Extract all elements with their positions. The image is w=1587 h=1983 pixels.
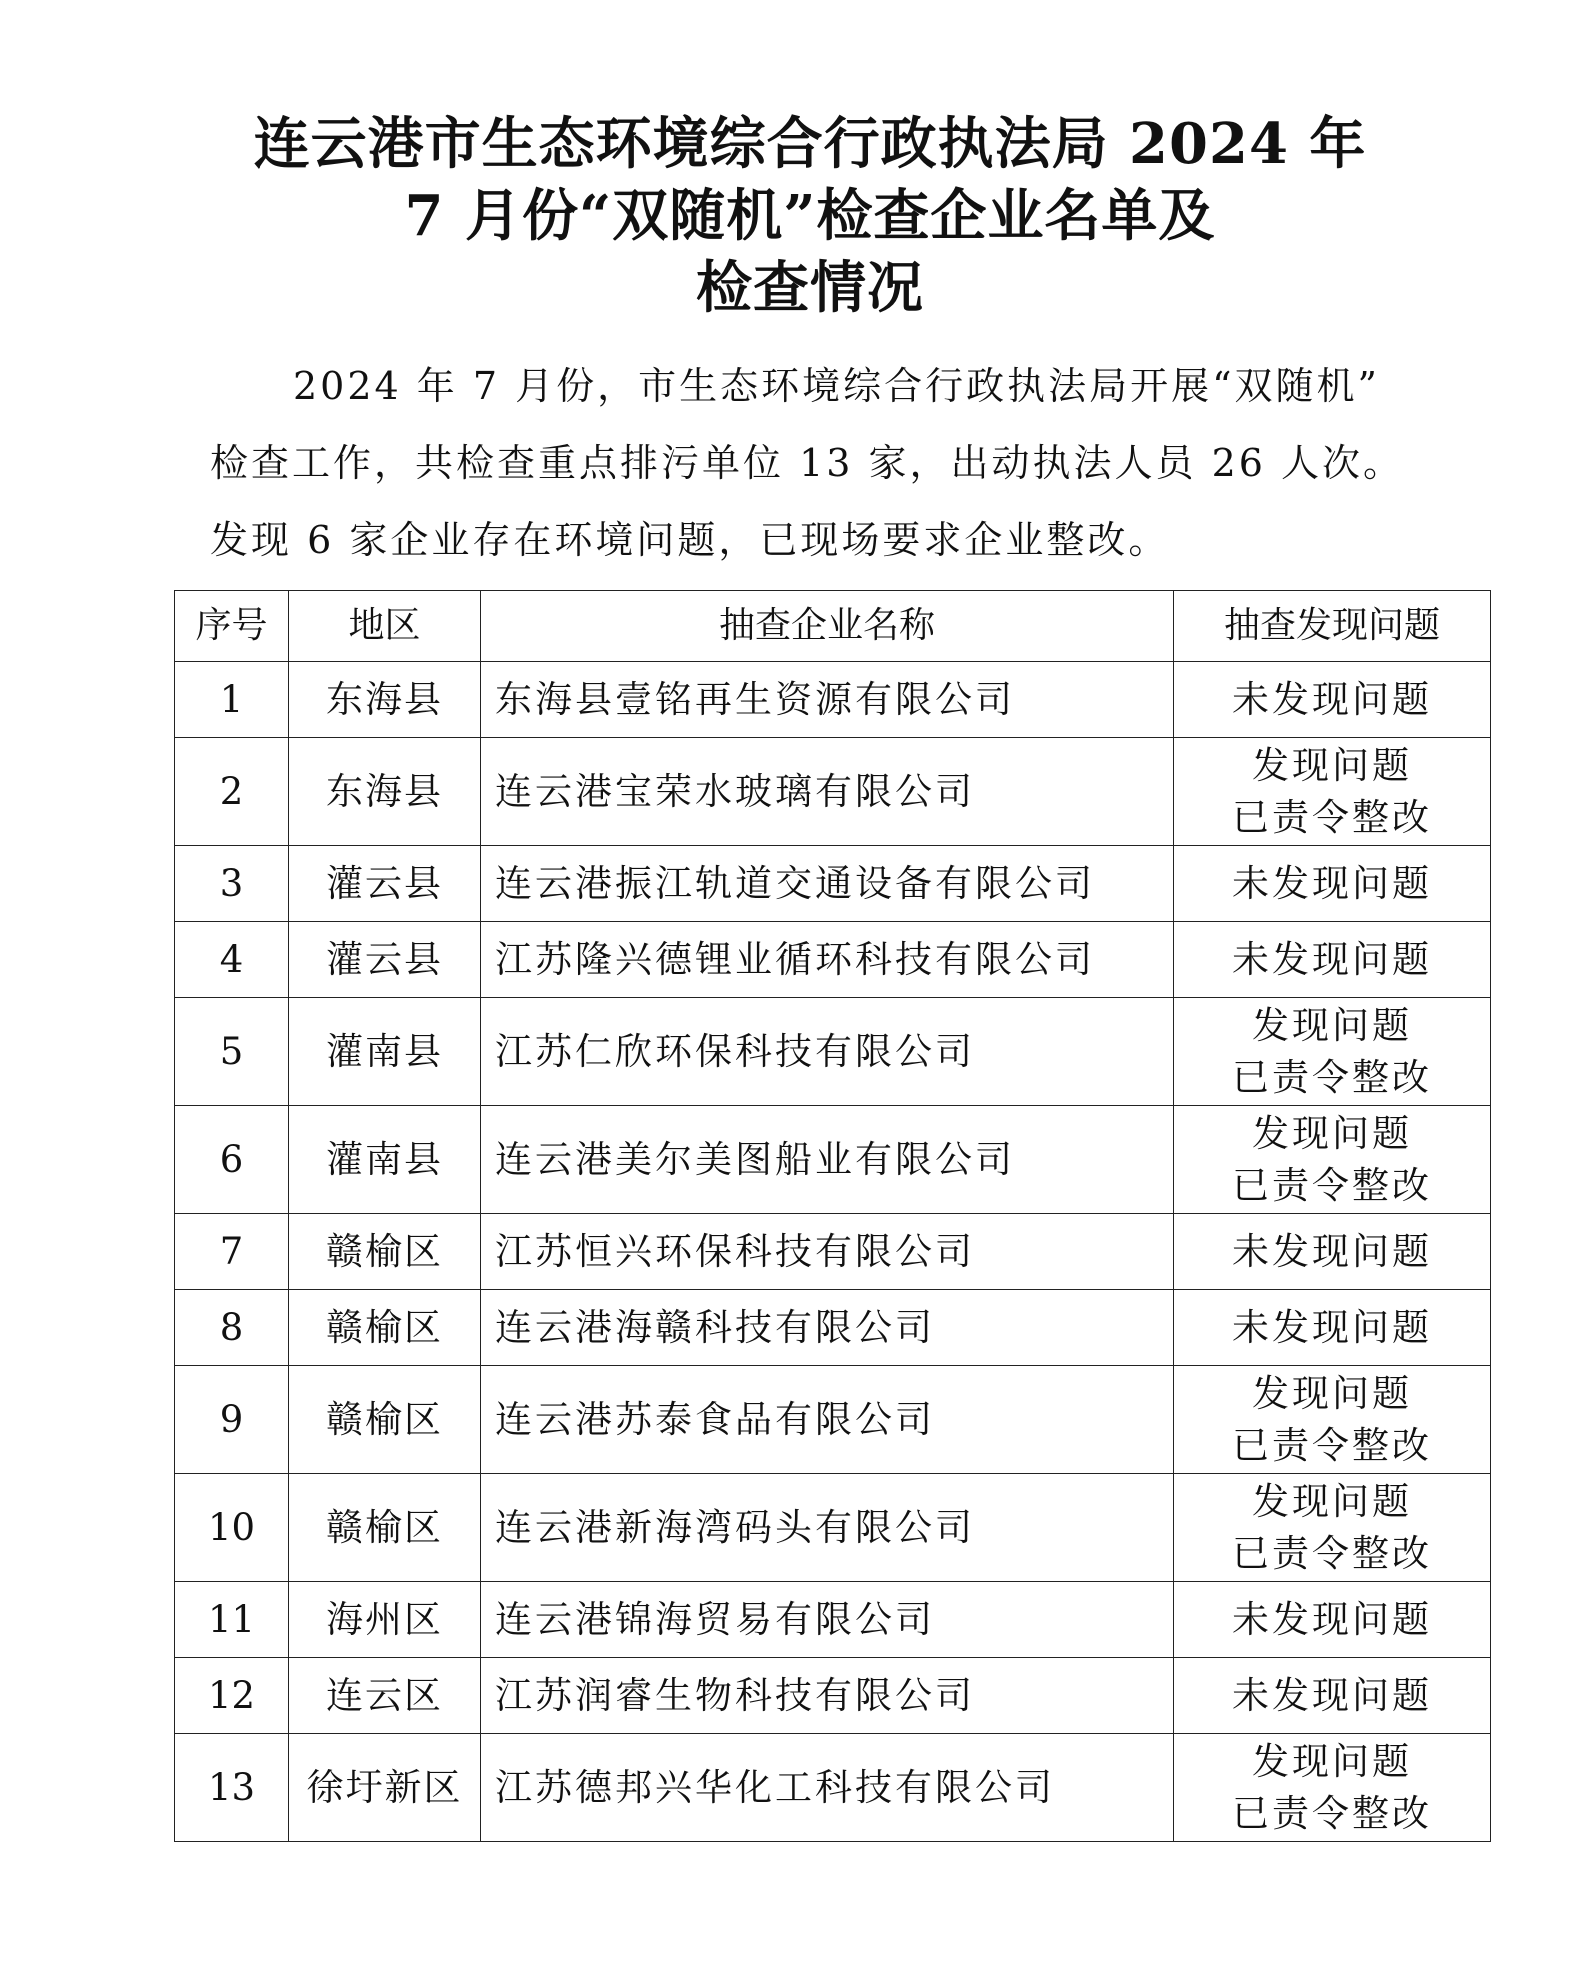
table-row bbox=[175, 1582, 1491, 1658]
cell-company-name: 江苏隆兴德锂业循环科技有限公司 bbox=[481, 922, 1174, 998]
cell-findings bbox=[1174, 1366, 1491, 1474]
findings-line: 已责令整改 bbox=[1232, 1791, 1432, 1835]
cell-region: 东海县 bbox=[289, 662, 481, 738]
cell-serial-number: 4 bbox=[175, 922, 289, 998]
cell-region: 赣榆区 bbox=[289, 1290, 481, 1366]
header-serial-number: 序号 bbox=[175, 591, 289, 662]
intro-paragraph bbox=[210, 348, 1410, 579]
cell-region: 灌南县 bbox=[289, 998, 481, 1106]
title-line-1: 连云港市生态环境综合行政执法局 2024 年 bbox=[253, 111, 1367, 177]
cell-findings bbox=[1174, 1658, 1491, 1734]
intro-line-2: 检查工作，共检查重点排污单位 13 家，出动执法人员 26 人次。 bbox=[210, 441, 1405, 485]
findings-line: 发现问题 bbox=[1252, 1111, 1412, 1155]
findings-line: 发现问题 bbox=[1252, 1479, 1412, 1523]
cell-serial-number: 6 bbox=[175, 1106, 289, 1214]
cell-company-name: 连云港新海湾码头有限公司 bbox=[481, 1474, 1174, 1582]
cell-findings bbox=[1174, 1214, 1491, 1290]
table-header-row bbox=[175, 591, 1491, 662]
cell-serial-number: 11 bbox=[175, 1582, 289, 1658]
cell-serial-number: 5 bbox=[175, 998, 289, 1106]
table-row bbox=[175, 998, 1491, 1106]
findings-line: 未发现问题 bbox=[1232, 861, 1432, 905]
findings-line: 未发现问题 bbox=[1232, 677, 1432, 721]
cell-serial-number: 12 bbox=[175, 1658, 289, 1734]
table-row bbox=[175, 662, 1491, 738]
cell-region: 赣榆区 bbox=[289, 1214, 481, 1290]
table-row bbox=[175, 1290, 1491, 1366]
cell-findings bbox=[1174, 1582, 1491, 1658]
header-findings: 抽查发现问题 bbox=[1174, 591, 1491, 662]
cell-company-name: 连云港海赣科技有限公司 bbox=[481, 1290, 1174, 1366]
findings-line: 未发现问题 bbox=[1232, 1673, 1432, 1717]
cell-region: 灌南县 bbox=[289, 1106, 481, 1214]
findings-line: 已责令整改 bbox=[1232, 1055, 1432, 1099]
cell-serial-number: 13 bbox=[175, 1734, 289, 1842]
cell-findings bbox=[1174, 998, 1491, 1106]
cell-serial-number: 2 bbox=[175, 738, 289, 846]
findings-line: 未发现问题 bbox=[1232, 1597, 1432, 1641]
findings-line: 已责令整改 bbox=[1232, 1163, 1432, 1207]
cell-company-name: 东海县壹铭再生资源有限公司 bbox=[481, 662, 1174, 738]
cell-region: 东海县 bbox=[289, 738, 481, 846]
cell-serial-number: 10 bbox=[175, 1474, 289, 1582]
findings-line: 已责令整改 bbox=[1232, 1531, 1432, 1575]
cell-findings bbox=[1174, 846, 1491, 922]
table-body bbox=[175, 662, 1491, 1842]
cell-serial-number: 3 bbox=[175, 846, 289, 922]
cell-company-name: 连云港美尔美图船业有限公司 bbox=[481, 1106, 1174, 1214]
table-row bbox=[175, 738, 1491, 846]
cell-serial-number: 7 bbox=[175, 1214, 289, 1290]
cell-region: 连云区 bbox=[289, 1658, 481, 1734]
table-row bbox=[175, 922, 1491, 998]
cell-company-name: 连云港振江轨道交通设备有限公司 bbox=[481, 846, 1174, 922]
cell-company-name: 连云港锦海贸易有限公司 bbox=[481, 1582, 1174, 1658]
findings-line: 未发现问题 bbox=[1232, 1229, 1432, 1273]
cell-serial-number: 9 bbox=[175, 1366, 289, 1474]
findings-line: 发现问题 bbox=[1252, 743, 1412, 787]
cell-region: 赣榆区 bbox=[289, 1366, 481, 1474]
cell-findings bbox=[1174, 922, 1491, 998]
table-row bbox=[175, 1366, 1491, 1474]
cell-company-name: 江苏润睿生物科技有限公司 bbox=[481, 1658, 1174, 1734]
cell-serial-number: 8 bbox=[175, 1290, 289, 1366]
cell-findings bbox=[1174, 1474, 1491, 1582]
table-row bbox=[175, 1734, 1491, 1842]
cell-serial-number: 1 bbox=[175, 662, 289, 738]
findings-line: 未发现问题 bbox=[1232, 937, 1432, 981]
title-line-3: 检查情况 bbox=[696, 255, 924, 321]
findings-line: 发现问题 bbox=[1252, 1739, 1412, 1783]
document-title bbox=[180, 108, 1440, 324]
table-row bbox=[175, 1474, 1491, 1582]
cell-company-name: 连云港苏泰食品有限公司 bbox=[481, 1366, 1174, 1474]
cell-company-name: 江苏德邦兴华化工科技有限公司 bbox=[481, 1734, 1174, 1842]
cell-findings bbox=[1174, 738, 1491, 846]
cell-region: 灌云县 bbox=[289, 922, 481, 998]
findings-line: 已责令整改 bbox=[1232, 1423, 1432, 1467]
cell-region: 灌云县 bbox=[289, 846, 481, 922]
table-row bbox=[175, 1106, 1491, 1214]
cell-findings bbox=[1174, 662, 1491, 738]
cell-region: 赣榆区 bbox=[289, 1474, 481, 1582]
cell-company-name: 连云港宝荣水玻璃有限公司 bbox=[481, 738, 1174, 846]
cell-region: 徐圩新区 bbox=[289, 1734, 481, 1842]
cell-company-name: 江苏仁欣环保科技有限公司 bbox=[481, 998, 1174, 1106]
cell-findings bbox=[1174, 1290, 1491, 1366]
cell-findings bbox=[1174, 1106, 1491, 1214]
intro-line-1: 2024 年 7 月份，市生态环境综合行政执法局开展“双随机” bbox=[293, 364, 1380, 408]
cell-findings bbox=[1174, 1734, 1491, 1842]
findings-line: 发现问题 bbox=[1252, 1003, 1412, 1047]
table-row bbox=[175, 1658, 1491, 1734]
table-row bbox=[175, 1214, 1491, 1290]
findings-line: 发现问题 bbox=[1252, 1371, 1412, 1415]
header-region: 地区 bbox=[289, 591, 481, 662]
findings-line: 已责令整改 bbox=[1232, 795, 1432, 839]
cell-region: 海州区 bbox=[289, 1582, 481, 1658]
findings-line: 未发现问题 bbox=[1232, 1305, 1432, 1349]
header-company-name: 抽查企业名称 bbox=[481, 591, 1174, 662]
inspection-table bbox=[174, 590, 1491, 1842]
intro-line-3: 发现 6 家企业存在环境问题，已现场要求企业整改。 bbox=[210, 518, 1170, 562]
cell-company-name: 江苏恒兴环保科技有限公司 bbox=[481, 1214, 1174, 1290]
table-row bbox=[175, 846, 1491, 922]
title-line-2: 7 月份“双随机”检查企业名单及 bbox=[404, 183, 1216, 249]
